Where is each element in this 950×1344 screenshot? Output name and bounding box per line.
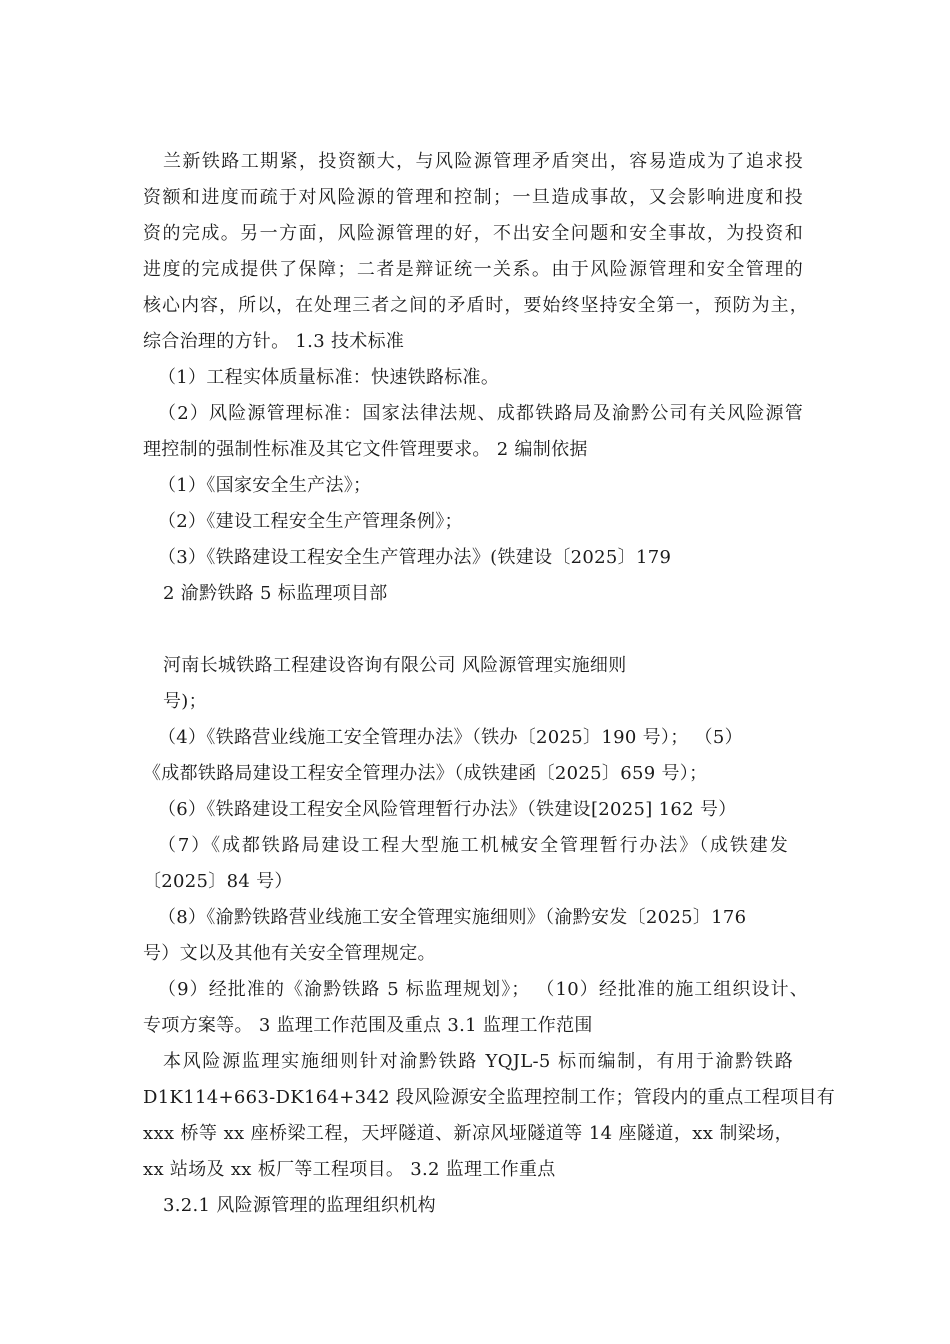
- list-item: （6）《铁路建设工程安全风险管理暂行办法》（铁建设[2025] 162 号）: [158, 799, 737, 820]
- paragraph-line: D1K114+663-DK164+342 段风险源安全监理控制工作；管段内的重点工程项目有: [143, 1087, 836, 1108]
- paragraph-line: 专项方案等。 3 监理工作范围及重点 3.1 监理工作范围: [143, 1015, 593, 1036]
- list-item: （1）《国家安全生产法》；: [158, 475, 372, 496]
- paragraph-line: 号）文以及其他有关安全管理规定。: [143, 943, 436, 964]
- paragraph-line: 〔2025〕84 号）: [143, 871, 293, 892]
- list-item: （7）《成都铁路局建设工程大型施工机械安全管理暂行办法》（成铁建发: [158, 835, 788, 856]
- page-footer: 2 渝黔铁路 5 标监理项目部: [163, 583, 388, 604]
- section-heading: 3.2.1 风险源管理的监理组织机构: [163, 1195, 436, 1216]
- paragraph-line: 理控制的强制性标准及其它文件管理要求。 2 编制依据: [143, 439, 588, 460]
- paragraph-line: 核心内容，所以，在处理三者之间的矛盾时，要始终坚持安全第一，预防为主，: [143, 295, 808, 316]
- list-item: （8）《渝黔铁路营业线施工安全管理实施细则》（渝黔安发〔2025〕176: [158, 907, 747, 928]
- paragraph-line: 号)；: [163, 691, 207, 712]
- page-header: 河南长城铁路工程建设咨询有限公司 风险源管理实施细则: [163, 655, 627, 676]
- paragraph-line: xxx 桥等 xx 座桥梁工程，天坪隧道、新凉风垭隧道等 14 座隧道，xx 制梁场，: [143, 1123, 793, 1144]
- paragraph-line: 综合治理的方针。 1.3 技术标准: [143, 331, 405, 352]
- list-item: （3）《铁路建设工程安全生产管理办法》(铁建设〔2025〕179: [158, 547, 672, 568]
- list-item: （2）《建设工程安全生产管理条例》；: [158, 511, 463, 532]
- list-item: 《成都铁路局建设工程安全管理办法》（成铁建函〔2025〕659 号）；: [143, 763, 708, 784]
- paragraph-line: 本风险源监理实施细则针对渝黔铁路 YQJL-5 标而编制，有用于渝黔铁路: [163, 1051, 793, 1072]
- list-item: （2）风险源管理标准：国家法律法规、成都铁路局及渝黔公司有关风险源管: [158, 403, 803, 424]
- paragraph-line: 兰新铁路工期紧，投资额大，与风险源管理矛盾突出，容易造成为了追求投: [163, 151, 803, 172]
- paragraph-line: 进度的完成提供了保障；二者是辩证统一关系。由于风险源管理和安全管理的: [143, 259, 803, 280]
- list-item: （4）《铁路营业线施工安全管理办法》（铁办〔2025〕190 号）； （5）: [158, 727, 743, 748]
- paragraph-line: xx 站场及 xx 板厂等工程项目。 3.2 监理工作重点: [143, 1159, 556, 1180]
- list-item: （1）工程实体质量标准：快速铁路标准。: [158, 367, 500, 388]
- paragraph-line: 资额和进度而疏于对风险源的管理和控制；一旦造成事故，又会影响进度和投: [143, 187, 803, 208]
- paragraph-line: 资的完成。另一方面，风险源管理的好，不出安全问题和安全事故，为投资和: [143, 223, 803, 244]
- list-item: （9）经批准的《渝黔铁路 5 标监理规划》； （10）经批准的施工组织设计、: [158, 979, 808, 1000]
